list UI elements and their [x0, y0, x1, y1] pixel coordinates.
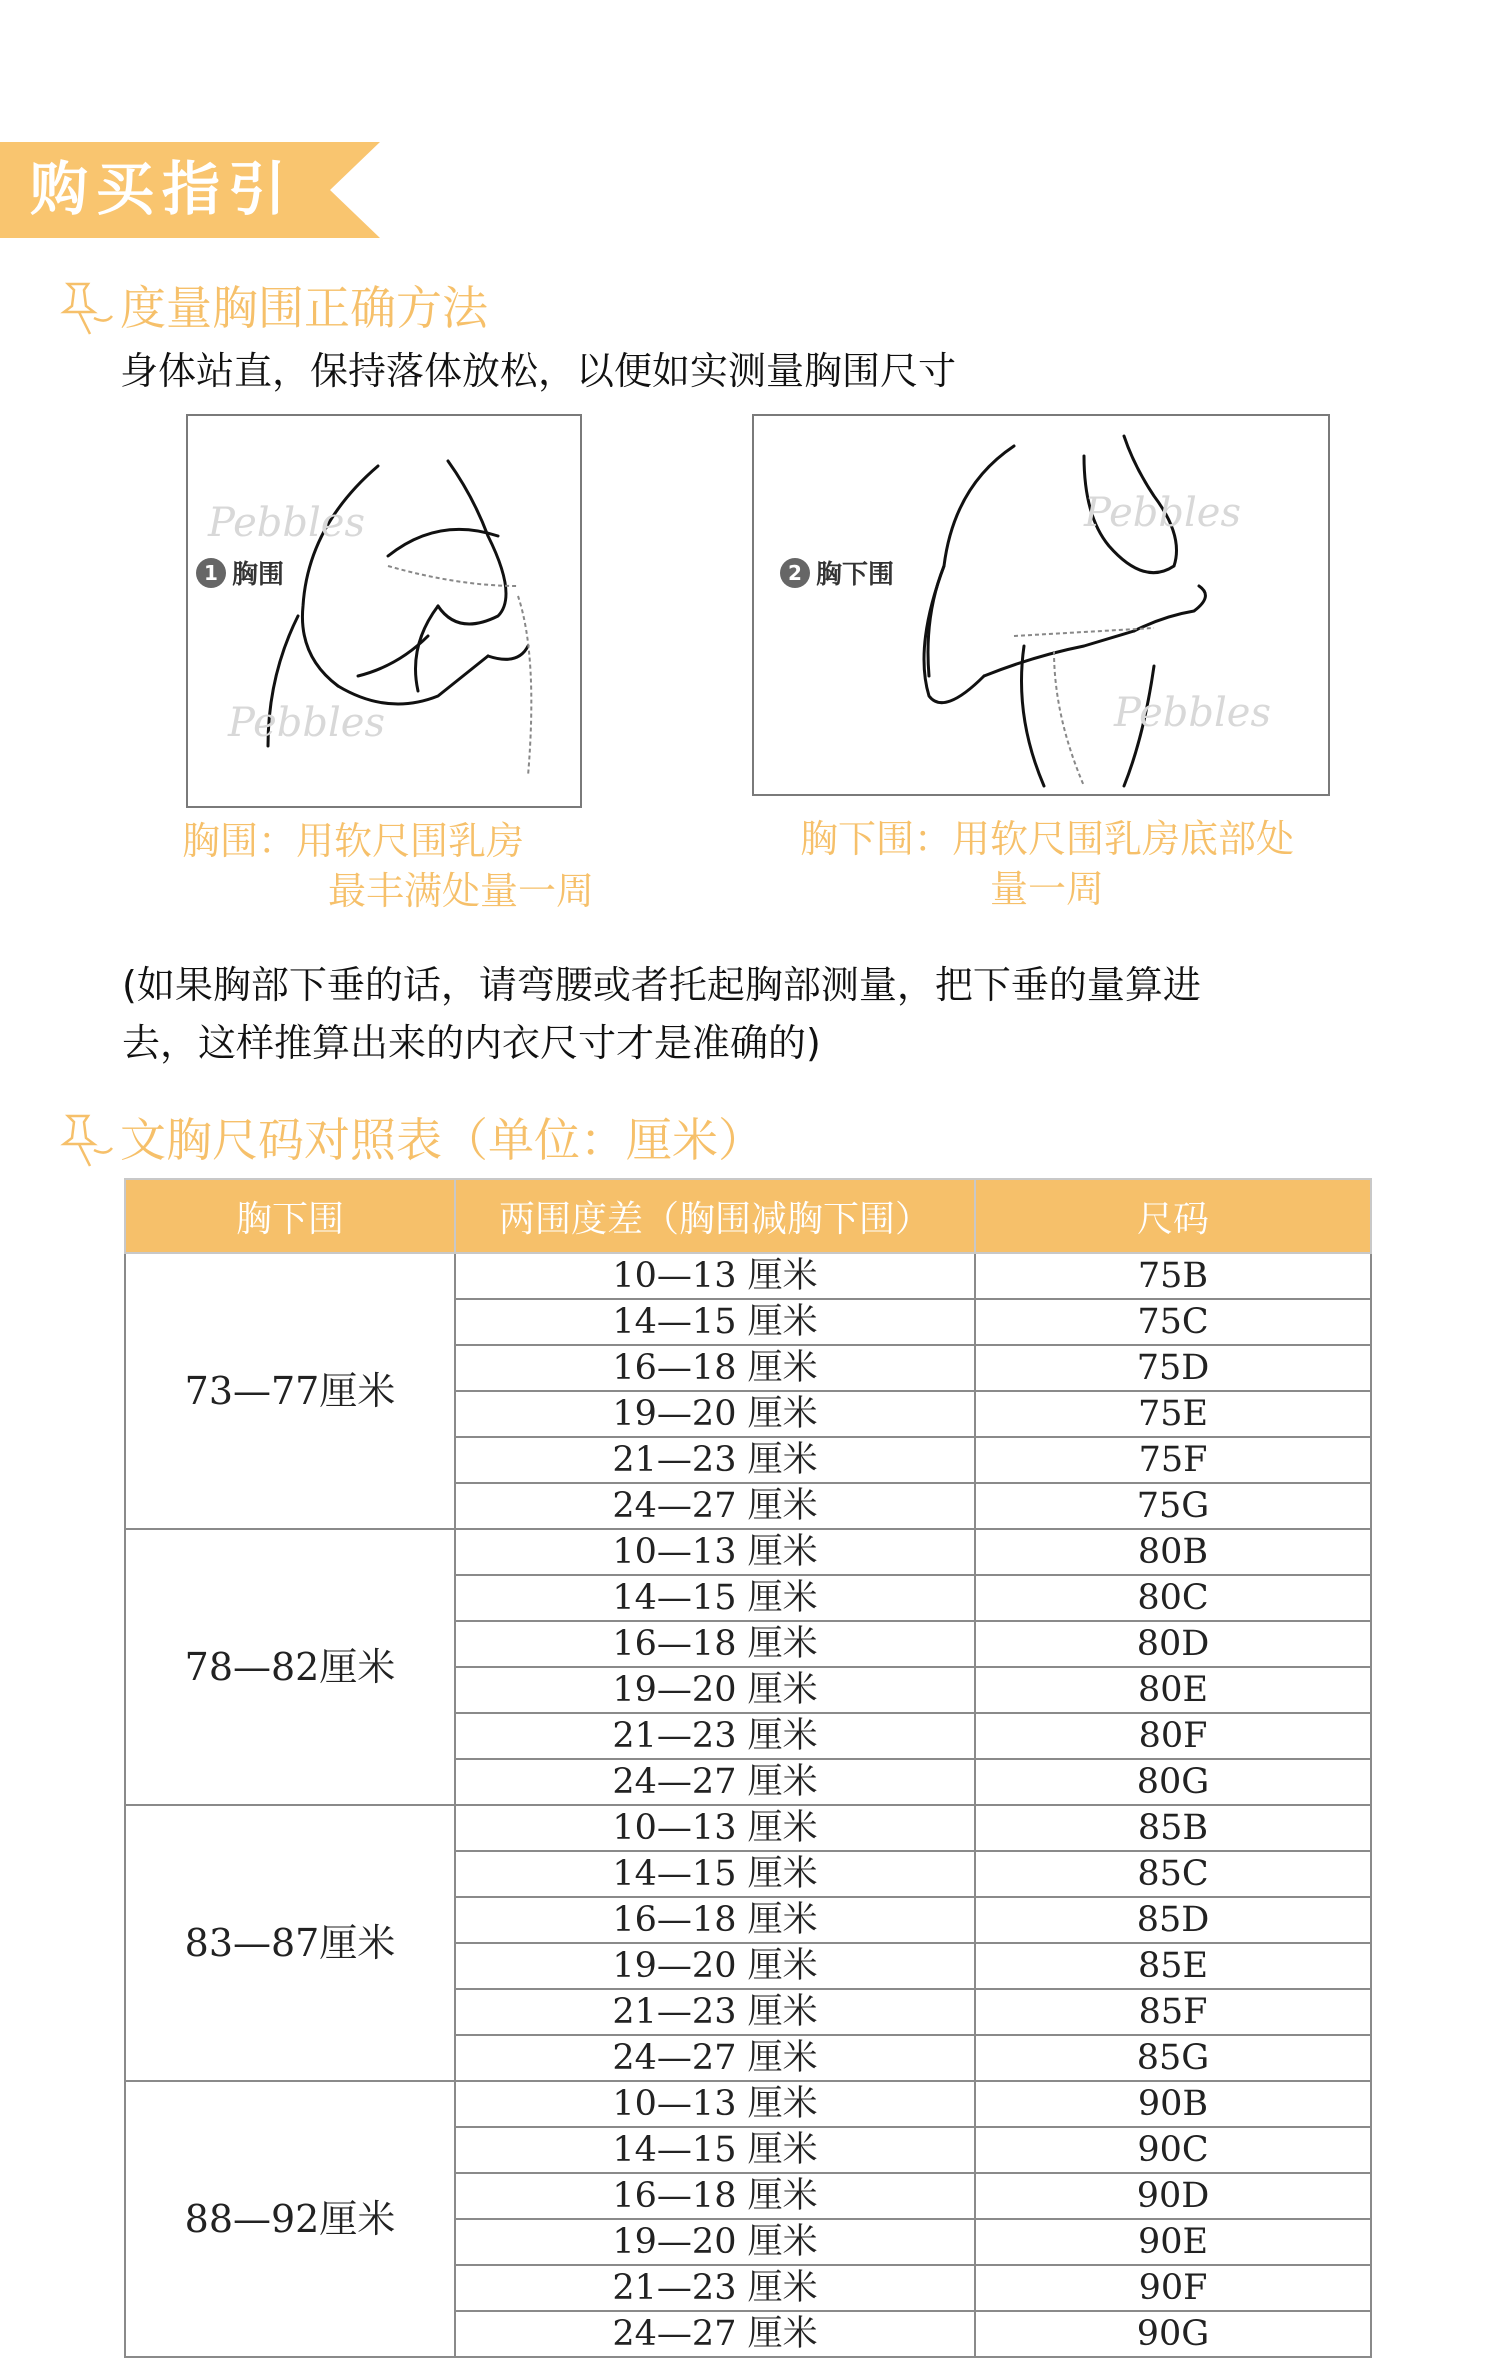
sagging-note-line1: (如果胸部下垂的话，请弯腰或者托起胸部测量，把下垂的量算进 [122, 963, 1201, 1007]
figure2-badge [780, 554, 894, 591]
bra-size-table [124, 1178, 1372, 2358]
size-cell: 90G [975, 2311, 1371, 2357]
bust-illustration [188, 416, 580, 806]
table-row [125, 1529, 1371, 1575]
table-row [125, 2081, 1371, 2127]
header-difference: 两围度差（胸围减胸下围） [455, 1179, 975, 1253]
difference-cell: 24—27 厘米 [455, 1759, 975, 1805]
figure2-caption [752, 814, 1342, 914]
difference-cell: 24—27 厘米 [455, 2035, 975, 2081]
size-cell: 90C [975, 2127, 1371, 2173]
size-cell: 85B [975, 1805, 1371, 1851]
size-cell: 75F [975, 1437, 1371, 1483]
difference-cell: 16—18 厘米 [455, 2173, 975, 2219]
svg-text:Pebbles: Pebbles [1114, 690, 1271, 736]
size-cell: 80G [975, 1759, 1371, 1805]
figure1-caption [170, 816, 600, 916]
svg-text:Pebbles: Pebbles [1084, 490, 1241, 536]
size-cell: 85G [975, 2035, 1371, 2081]
size-cell: 75C [975, 1299, 1371, 1345]
size-cell: 90F [975, 2265, 1371, 2311]
section-size-chart-title [58, 1110, 764, 1170]
size-cell: 80D [975, 1621, 1371, 1667]
size-cell: 90B [975, 2081, 1371, 2127]
difference-cell: 16—18 厘米 [455, 1345, 975, 1391]
sagging-note [122, 956, 1382, 1072]
size-cell: 75D [975, 1345, 1371, 1391]
size-cell: 75E [975, 1391, 1371, 1437]
svg-text:Pebbles: Pebbles [208, 500, 365, 546]
table-row [125, 1253, 1371, 1299]
banner-title: 购买指引 [30, 155, 295, 223]
size-cell: 85D [975, 1897, 1371, 1943]
underbust-range-cell: 88—92厘米 [125, 2081, 455, 2357]
header-underbust: 胸下围 [125, 1179, 455, 1253]
header-size: 尺码 [975, 1179, 1371, 1253]
size-cell: 85E [975, 1943, 1371, 1989]
difference-cell: 19—20 厘米 [455, 1667, 975, 1713]
figure-bust-measurement [186, 414, 582, 808]
difference-cell: 10—13 厘米 [455, 2081, 975, 2127]
difference-cell: 19—20 厘米 [455, 1391, 975, 1437]
underbust-range-cell: 78—82厘米 [125, 1529, 455, 1805]
number-1-icon: 1 [196, 558, 226, 588]
difference-cell: 16—18 厘米 [455, 1621, 975, 1667]
table-row [125, 1805, 1371, 1851]
difference-cell: 24—27 厘米 [455, 2311, 975, 2357]
figure2-badge-text: 胸下围 [816, 560, 895, 590]
difference-cell: 14—15 厘米 [455, 1299, 975, 1345]
sagging-note-line2: 去，这样推算出来的内衣尺寸才是准确的) [122, 1021, 821, 1065]
difference-cell: 21—23 厘米 [455, 1713, 975, 1759]
difference-cell: 14—15 厘米 [455, 2127, 975, 2173]
size-cell: 75G [975, 1483, 1371, 1529]
size-cell: 75B [975, 1253, 1371, 1299]
underbust-illustration [754, 416, 1328, 794]
difference-cell: 19—20 厘米 [455, 1943, 975, 1989]
difference-cell: 21—23 厘米 [455, 2265, 975, 2311]
section-measure-title [58, 278, 488, 338]
size-cell: 85C [975, 1851, 1371, 1897]
difference-cell: 16—18 厘米 [455, 1897, 975, 1943]
difference-cell: 10—13 厘米 [455, 1529, 975, 1575]
figure1-badge [196, 554, 284, 591]
size-cell: 90E [975, 2219, 1371, 2265]
svg-text:Pebbles: Pebbles [228, 700, 385, 746]
figure1-caption-line1: 胸围：用软尺围乳房 [182, 819, 525, 863]
figure1-badge-text: 胸围 [232, 560, 285, 590]
section-banner [0, 142, 380, 238]
difference-cell: 24—27 厘米 [455, 1483, 975, 1529]
number-2-icon: 2 [780, 558, 810, 588]
pushpin-icon [58, 1110, 116, 1170]
size-cell: 80F [975, 1713, 1371, 1759]
difference-cell: 10—13 厘米 [455, 1805, 975, 1851]
pushpin-icon [58, 278, 116, 338]
difference-cell: 21—23 厘米 [455, 1989, 975, 2035]
section-measure-title-text: 度量胸围正确方法 [120, 281, 488, 335]
size-cell: 80C [975, 1575, 1371, 1621]
difference-cell: 14—15 厘米 [455, 1575, 975, 1621]
difference-cell: 10—13 厘米 [455, 1253, 975, 1299]
difference-cell: 14—15 厘米 [455, 1851, 975, 1897]
measure-intro: 身体站直，保持落体放松，以便如实测量胸围尺寸 [120, 349, 957, 393]
size-cell: 90D [975, 2173, 1371, 2219]
underbust-range-cell: 73—77厘米 [125, 1253, 455, 1529]
figure-underbust-measurement [752, 414, 1330, 796]
figure2-caption-line1: 胸下围：用软尺围乳房底部处 [799, 817, 1294, 861]
figure2-caption-line2: 量一周 [989, 867, 1104, 911]
size-cell: 80E [975, 1667, 1371, 1713]
table-body [125, 1253, 1371, 2357]
table-header-row [125, 1179, 1371, 1253]
figure1-caption-line2: 最丰满处量一周 [327, 869, 594, 913]
size-cell: 85F [975, 1989, 1371, 2035]
size-cell: 80B [975, 1529, 1371, 1575]
difference-cell: 19—20 厘米 [455, 2219, 975, 2265]
difference-cell: 21—23 厘米 [455, 1437, 975, 1483]
section-size-chart-title-text: 文胸尺码对照表（单位：厘米） [120, 1113, 764, 1167]
underbust-range-cell: 83—87厘米 [125, 1805, 455, 2081]
